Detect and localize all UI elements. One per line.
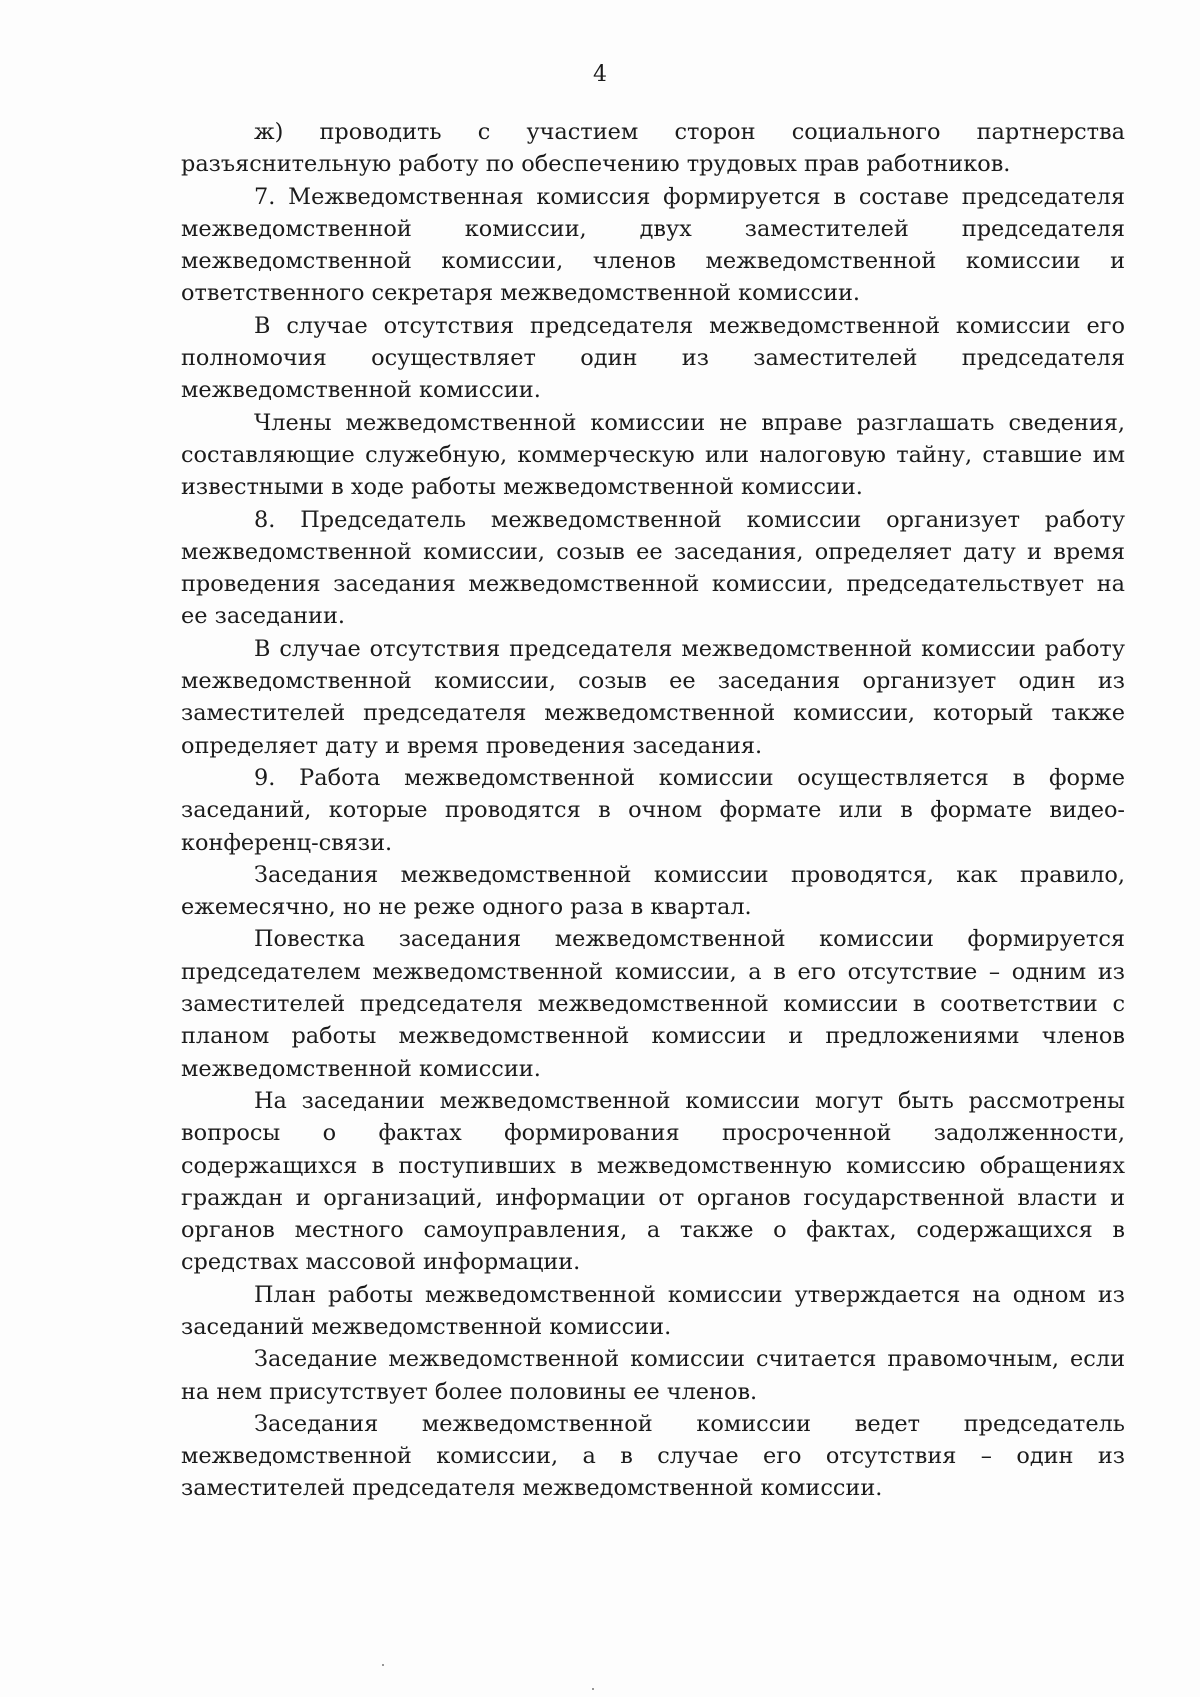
scan-speck (382, 1664, 384, 1666)
document-body (181, 116, 1125, 1505)
paragraph-meeting-topics: На заседании межведомственной комиссии могут быть рассмотрены вопросы о фактах формирования просроченной задолженности, содержащихся в поступивших в межведомственную комиссию обращениях граждан и организаций, информации от органов государственной власти и органов местного самоуправления, а также о фактах, содержащихся в средствах массовой информации. (181, 1087, 1125, 1276)
paragraph-item-8: 8. Председатель межведомственной комиссии организует работу межведомственной комиссии, созыв ее заседания, определяет дату и время проведения заседания межведомственной комиссии, председательствует на ее заседании. (181, 506, 1125, 630)
paragraph-meeting-frequency: Заседания межведомственной комиссии проводятся, как правило, ежемесячно, но не реже одного раза в квартал. (181, 861, 1125, 921)
paragraph-chair-absence-powers: В случае отсутствия председателя межведомственной комиссии его полномочия осуществляет один из заместителей председателя межведомственной комиссии. (181, 312, 1125, 404)
paragraph-subitem-zh: ж) проводить с участием сторон социального партнерства разъяснительную работу по обеспечению трудовых прав работников. (181, 119, 1125, 178)
page-number: 4 (593, 62, 607, 87)
paragraph-agenda: Повестка заседания межведомственной комиссии формируется председателем межведомственной комиссии, а в его отсутствие – одним из заместителей председателя межведомственной комиссии в соответствии с планом работы межведомственной комиссии и предложениями членов межведомственной комиссии. (181, 926, 1125, 1082)
paragraph-item-9: 9. Работа межведомственной комиссии осуществляется в форме заседаний, которые проводятся в очном формате или в формате видео-конференц-связи. (181, 764, 1125, 856)
paragraph-meeting-chair: Заседания межведомственной комиссии ведет председатель межведомственной комиссии, а в случае его отсутствия – один из заместителей председателя межведомственной комиссии. (181, 1410, 1125, 1502)
scan-speck (592, 1688, 594, 1690)
paragraph-item-7: 7. Межведомственная комиссия формируется в составе председателя межведомственной комиссии, двух заместителей председателя межведомственной комиссии, членов межведомственной комиссии и ответственного секретаря межведомственной комиссии. (181, 183, 1125, 307)
paragraph-members-confidentiality: Члены межведомственной комиссии не вправе разглашать сведения, составляющие служебную, коммерческую или налоговую тайну, ставшие им известными в ходе работы межведомственной комиссии. (181, 409, 1125, 501)
paragraph-work-plan: План работы межведомственной комиссии утверждается на одном из заседаний межведомственной комиссии. (181, 1281, 1125, 1340)
paragraph-quorum: Заседание межведомственной комиссии считается правомочным, если на нем присутствует более половины ее членов. (181, 1346, 1125, 1405)
paragraph-chair-absence-organization: В случае отсутствия председателя межведомственной комиссии работу межведомственной комиссии, созыв ее заседания организует один из заместителей председателя межведомственной комиссии, который также определяет дату и время проведения заседания. (181, 635, 1125, 759)
